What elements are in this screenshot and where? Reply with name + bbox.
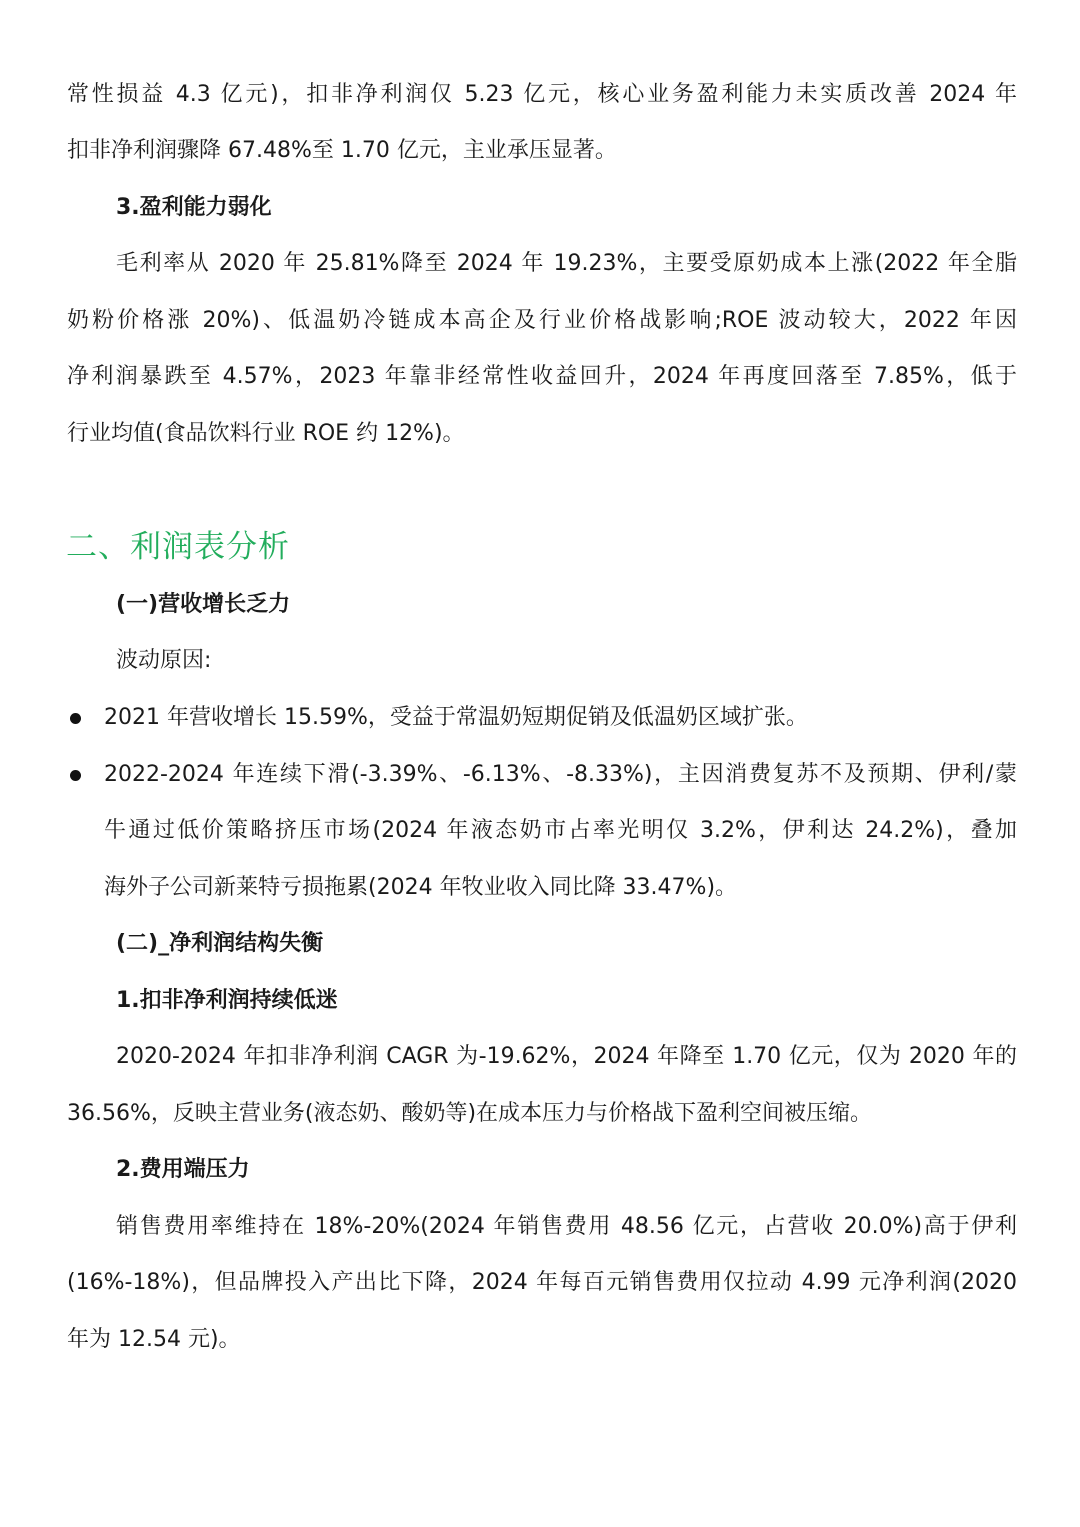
subheading-net-profit: (二)_净利润结构失衡 (116, 931, 324, 956)
subheading-profitability: 3.盈利能力弱化 (116, 195, 272, 220)
subheading-deducted-profit: 1.扣非净利润持续低迷 (116, 988, 338, 1013)
paragraph-line: 常性损益 4.3 亿元)，扣非净利润仅 5.23 亿元，核心业务盈利能力未实质改善 2024 年 (67, 82, 1017, 107)
paragraph-line: 扣非净利润骤降 67.48%至 1.70 亿元，主业承压显著。 (67, 138, 617, 163)
section-heading: 二、利润表分析 (66, 529, 290, 565)
paragraph-line: 奶粉价格涨 20%)、低温奶冷链成本高企及行业价格战影响;ROE 波动较大，2022 年因 (67, 308, 1017, 333)
paragraph-line: 毛利率从 2020 年 25.81%降至 2024 年 19.23%，主要受原奶成本上涨(2022 年全脂 (116, 251, 1017, 276)
bullet-icon (70, 770, 81, 781)
reason-label: 波动原因: (116, 648, 212, 673)
paragraph-line: 行业均值(食品饮料行业 ROE 约 12%)。 (67, 421, 465, 446)
bullet-item: 2021 年营收增长 15.59%，受益于常温奶短期促销及低温奶区域扩张。 (104, 705, 808, 730)
subheading-expense: 2.费用端压力 (116, 1157, 250, 1182)
bullet-item-continued: 牛通过低价策略挤压市场(2024 年液态奶市占率光明仅 3.2%，伊利达 24.2%)，叠加 (104, 818, 1017, 843)
bullet-item: 2022-2024 年连续下滑(-3.39%、-6.13%、-8.33%)，主因消费复苏不及预期、伊利/蒙 (104, 762, 1017, 787)
paragraph-line: 销售费用率维持在 18%-20%(2024 年销售费用 48.56 亿元，占营收 20.0%)高于伊利 (116, 1214, 1017, 1239)
paragraph-line: (16%-18%)，但品牌投入产出比下降，2024 年每百元销售费用仅拉动 4.99 元净利润(2020 (67, 1270, 1017, 1295)
bullet-item-continued: 海外子公司新莱特亏损拖累(2024 年牧业收入同比降 33.47%)。 (104, 875, 738, 900)
paragraph-line: 年为 12.54 元)。 (67, 1327, 241, 1352)
subheading-revenue: (一)营收增长乏力 (116, 592, 291, 617)
paragraph-line: 2020-2024 年扣非净利润 CAGR 为-19.62%，2024 年降至 1.70 亿元，仅为 2020 年的 (116, 1044, 1017, 1069)
paragraph-line: 净利润暴跌至 4.57%，2023 年靠非经常性收益回升，2024 年再度回落至 7.85%，低于 (67, 364, 1017, 389)
paragraph-line: 36.56%，反映主营业务(液态奶、酸奶等)在成本压力与价格战下盈利空间被压缩。 (67, 1101, 873, 1126)
bullet-icon (70, 713, 81, 724)
